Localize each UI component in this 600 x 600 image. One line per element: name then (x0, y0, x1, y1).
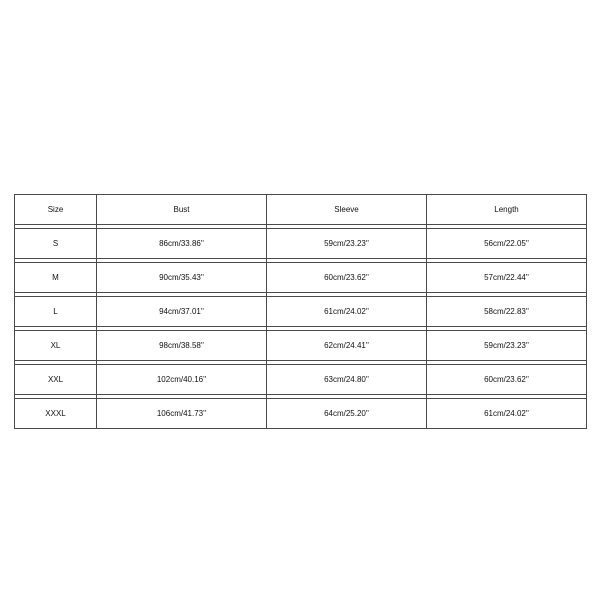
table-header-row (15, 195, 587, 225)
length-cell: 57cm/22.44'' (427, 263, 587, 293)
length-cell: 59cm/23.23'' (427, 331, 587, 361)
bust-cell: 98cm/38.58'' (97, 331, 267, 361)
sleeve-cell: 60cm/23.62'' (267, 263, 427, 293)
header-sleeve: Sleeve (267, 195, 427, 225)
header-size: Size (15, 195, 97, 225)
sleeve-cell: 61cm/24.02'' (267, 297, 427, 327)
table-row (15, 297, 587, 327)
bust-cell: 106cm/41.73'' (97, 399, 267, 429)
sleeve-cell: 64cm/25.20'' (267, 399, 427, 429)
table-row (15, 331, 587, 361)
sleeve-cell: 62cm/24.41'' (267, 331, 427, 361)
size-cell: S (15, 229, 97, 259)
size-cell: XXL (15, 365, 97, 395)
table-row (15, 263, 587, 293)
length-cell: 56cm/22.05'' (427, 229, 587, 259)
header-bust: Bust (97, 195, 267, 225)
bust-cell: 86cm/33.86'' (97, 229, 267, 259)
length-cell: 58cm/22.83'' (427, 297, 587, 327)
length-cell: 61cm/24.02'' (427, 399, 587, 429)
sleeve-cell: 63cm/24.80'' (267, 365, 427, 395)
size-cell: XL (15, 331, 97, 361)
table-row (15, 365, 587, 395)
table-row (15, 229, 587, 259)
size-cell: M (15, 263, 97, 293)
table-row (15, 399, 587, 429)
header-length: Length (427, 195, 587, 225)
bust-cell: 90cm/35.43'' (97, 263, 267, 293)
size-cell: L (15, 297, 97, 327)
size-cell: XXXL (15, 399, 97, 429)
bust-cell: 102cm/40.16'' (97, 365, 267, 395)
bust-cell: 94cm/37.01'' (97, 297, 267, 327)
length-cell: 60cm/23.62'' (427, 365, 587, 395)
size-chart-table (14, 194, 587, 429)
sleeve-cell: 59cm/23.23'' (267, 229, 427, 259)
